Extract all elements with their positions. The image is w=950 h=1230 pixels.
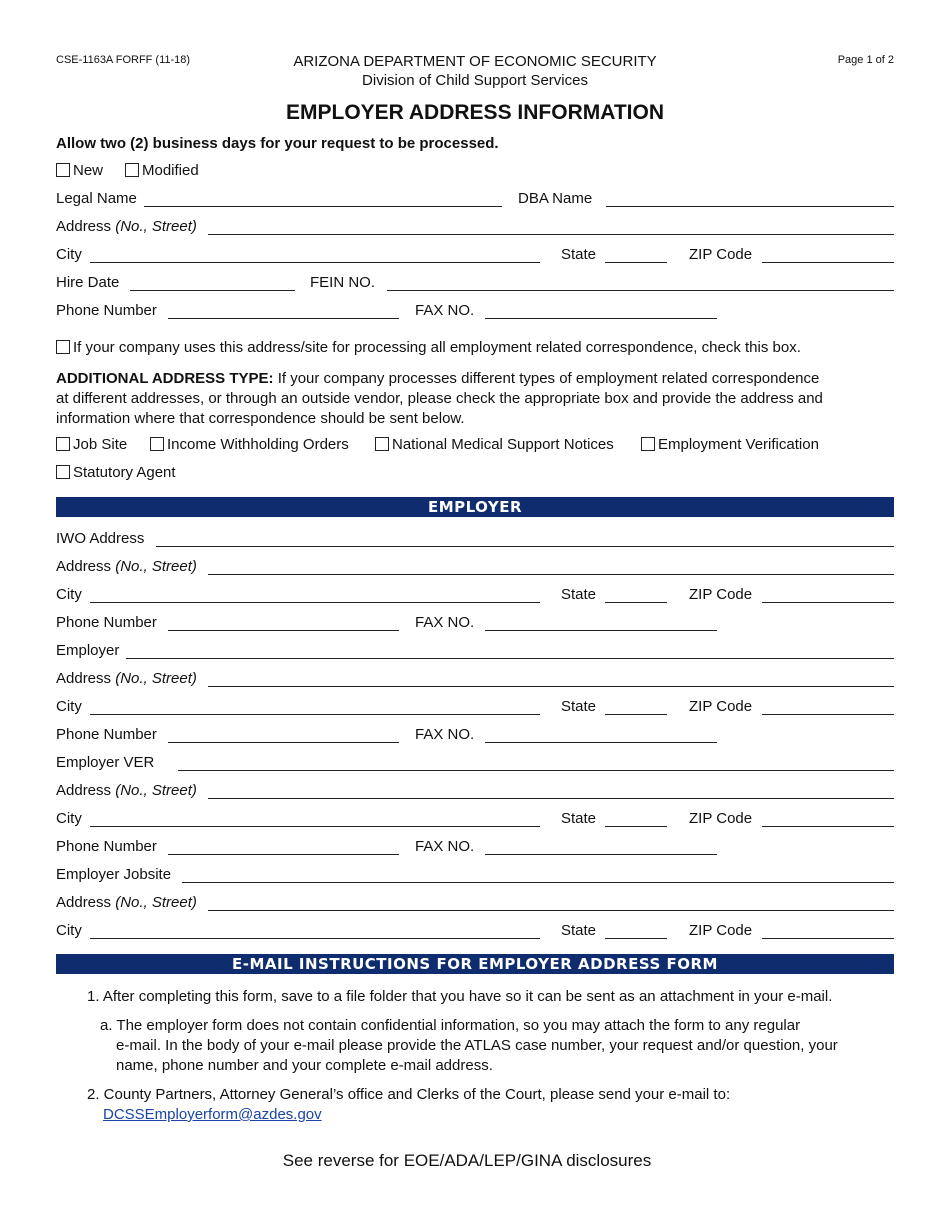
modified-checkbox[interactable] xyxy=(125,163,139,177)
zip-label: ZIP Code xyxy=(689,922,753,939)
nmsn-checkbox[interactable] xyxy=(375,437,389,451)
employer-city-field[interactable] xyxy=(90,714,540,715)
address-row xyxy=(56,218,894,240)
fax-label: FAX NO. xyxy=(415,614,475,631)
state-label: State xyxy=(561,586,597,603)
ver-street-row xyxy=(56,782,894,804)
employer-fax-field[interactable] xyxy=(485,742,717,743)
iwo-address-label: IWO Address xyxy=(56,530,145,547)
employer-jobsite-field[interactable] xyxy=(182,882,894,883)
page-number: Page 1 of 2 xyxy=(837,54,894,66)
iwo-fax-field[interactable] xyxy=(485,630,717,631)
page-title: EMPLOYER ADDRESS INFORMATION xyxy=(285,101,664,124)
address-label: Address (No., Street) xyxy=(56,782,197,799)
ver-phone-row xyxy=(56,838,894,860)
iwo-checkbox[interactable] xyxy=(150,437,164,451)
email-instructions-header: E-MAIL INSTRUCTIONS FOR EMPLOYER ADDRESS FORM xyxy=(56,954,894,974)
state-field[interactable] xyxy=(605,262,667,263)
iwo-address-field[interactable] xyxy=(156,546,894,547)
hire-date-label: Hire Date xyxy=(56,274,120,291)
jobsite-street-row xyxy=(56,894,894,916)
city-label: City xyxy=(56,698,82,715)
footer-note: See reverse for EOE/ADA/LEP/GINA disclosures xyxy=(282,1151,652,1170)
city-label: City xyxy=(56,246,82,263)
legal-name-field[interactable] xyxy=(144,206,502,207)
iwo-city-row xyxy=(56,586,894,608)
division-name: Division of Child Support Services xyxy=(362,72,588,89)
iwo-city-field[interactable] xyxy=(90,602,540,603)
email-link-wrap xyxy=(103,1105,322,1125)
employer-phone-field[interactable] xyxy=(168,742,399,743)
address-label: Address (No., Street) xyxy=(56,558,197,575)
state-label: State xyxy=(561,922,597,939)
statutory-agent-checkbox[interactable] xyxy=(56,465,70,479)
employer-street-field[interactable] xyxy=(208,686,894,687)
jobsite-zip-field[interactable] xyxy=(762,938,894,939)
city-label: City xyxy=(56,810,82,827)
address-label: Address (No., Street) xyxy=(56,218,197,235)
iwo-option[interactable]: Income Withholding Orders xyxy=(150,436,349,453)
employer-jobsite-label: Employer Jobsite xyxy=(56,866,172,883)
employer-city-row xyxy=(56,698,894,720)
additional-address-text: ADDITIONAL ADDRESS TYPE: If your company processes different types of employment related correspondence at different addresses, or through an outside vendor, please check the appropriate box and provide the address and information where that correspondence should be sent below. xyxy=(56,370,823,427)
jobsite-state-field[interactable] xyxy=(605,938,667,939)
employer-ver-label: Employer VER xyxy=(56,754,155,771)
ver-state-field[interactable] xyxy=(605,826,667,827)
phone-field[interactable] xyxy=(168,318,399,319)
employer-jobsite-row xyxy=(56,866,894,888)
employer-label: Employer xyxy=(56,642,120,659)
state-label: State xyxy=(561,698,597,715)
hire-date-field[interactable] xyxy=(130,290,295,291)
ver-city-field[interactable] xyxy=(90,826,540,827)
instruction-2: 2. County Partners, Attorney General’s office and Clerks of the Court, please send your e-mail to: xyxy=(87,1086,731,1103)
state-label: State xyxy=(561,810,597,827)
all-correspondence-checkbox[interactable] xyxy=(56,340,70,354)
fax-label: FAX NO. xyxy=(415,838,475,855)
zip-label: ZIP Code xyxy=(689,810,753,827)
iwo-address-row xyxy=(56,530,894,552)
iwo-street-row xyxy=(56,558,894,580)
nmsn-option[interactable]: National Medical Support Notices xyxy=(375,436,614,453)
address-label: Address (No., Street) xyxy=(56,670,197,687)
ver-zip-field[interactable] xyxy=(762,826,894,827)
employer-phone-row xyxy=(56,726,894,748)
fein-field[interactable] xyxy=(387,290,894,291)
hire-date-row xyxy=(56,274,894,296)
employer-ver-field[interactable] xyxy=(178,770,894,771)
dba-name-field[interactable] xyxy=(606,206,894,207)
employer-zip-field[interactable] xyxy=(762,714,894,715)
form-code: CSE-1163A FORFF (11-18) xyxy=(56,54,191,66)
job-site-option[interactable]: Job Site xyxy=(56,436,127,453)
ver-phone-field[interactable] xyxy=(168,854,399,855)
dba-name-label: DBA Name xyxy=(518,190,593,207)
city-label: City xyxy=(56,922,82,939)
city-field[interactable] xyxy=(90,262,540,263)
phone-label: Phone Number xyxy=(56,302,157,319)
employer-row xyxy=(56,642,894,664)
city-label: City xyxy=(56,586,82,603)
instruction-1a: a. The employer form does not contain confidential information, so you may attach the form to any regular e-mail. In the body of your e-mail please provide the ATLAS case number, your request and/or question, your name, phone number and your complete e-mail address. xyxy=(100,1017,838,1074)
ver-city-row xyxy=(56,810,894,832)
iwo-phone-row xyxy=(56,614,894,636)
agency-name: ARIZONA DEPARTMENT OF ECONOMIC SECURITY xyxy=(293,53,657,70)
fax-label: FAX NO. xyxy=(415,302,475,319)
email-link[interactable]: DCSSEmployerform@azdes.gov xyxy=(103,1106,322,1123)
phone-row xyxy=(56,302,894,324)
legal-name-label: Legal Name xyxy=(56,190,137,207)
zip-label: ZIP Code xyxy=(689,586,753,603)
iwo-state-field[interactable] xyxy=(605,602,667,603)
legal-name-row xyxy=(56,190,894,212)
state-label: State xyxy=(561,246,597,263)
address-field[interactable] xyxy=(208,234,894,235)
job-site-checkbox[interactable] xyxy=(56,437,70,451)
all-correspondence-option[interactable]: If your company uses this address/site for processing all employment related correspondence, check this box. xyxy=(56,339,801,356)
city-row xyxy=(56,246,894,268)
fein-label: FEIN NO. xyxy=(310,274,376,291)
zip-label: ZIP Code xyxy=(689,246,753,263)
employment-verification-checkbox[interactable] xyxy=(641,437,655,451)
fax-label: FAX NO. xyxy=(415,726,475,743)
modified-option[interactable]: Modified xyxy=(125,162,199,179)
statutory-agent-option[interactable]: Statutory Agent xyxy=(56,464,176,481)
jobsite-street-field[interactable] xyxy=(208,910,894,911)
new-option[interactable]: New xyxy=(56,162,103,179)
phone-label: Phone Number xyxy=(56,614,157,631)
iwo-street-field[interactable] xyxy=(208,574,894,575)
zip-field[interactable] xyxy=(762,262,894,263)
address-label: Address (No., Street) xyxy=(56,894,197,911)
new-checkbox[interactable] xyxy=(56,163,70,177)
ver-fax-field[interactable] xyxy=(485,854,717,855)
iwo-zip-field[interactable] xyxy=(762,602,894,603)
instruction-1: 1. After completing this form, save to a file folder that you have so it can be sent as an attachment in your e-mail. xyxy=(87,988,833,1005)
phone-label: Phone Number xyxy=(56,838,157,855)
fax-field[interactable] xyxy=(485,318,717,319)
iwo-phone-field[interactable] xyxy=(168,630,399,631)
jobsite-city-field[interactable] xyxy=(90,938,540,939)
ver-street-field[interactable] xyxy=(208,798,894,799)
processing-notice: Allow two (2) business days for your request to be processed. xyxy=(56,135,499,152)
employer-ver-row xyxy=(56,754,894,776)
phone-label: Phone Number xyxy=(56,726,157,743)
employer-state-field[interactable] xyxy=(605,714,667,715)
employment-verification-option[interactable]: Employment Verification xyxy=(641,436,819,453)
employer-field[interactable] xyxy=(126,658,894,659)
employer-section-header: EMPLOYER xyxy=(56,497,894,517)
jobsite-city-row xyxy=(56,922,894,944)
employer-street-row xyxy=(56,670,894,692)
zip-label: ZIP Code xyxy=(689,698,753,715)
